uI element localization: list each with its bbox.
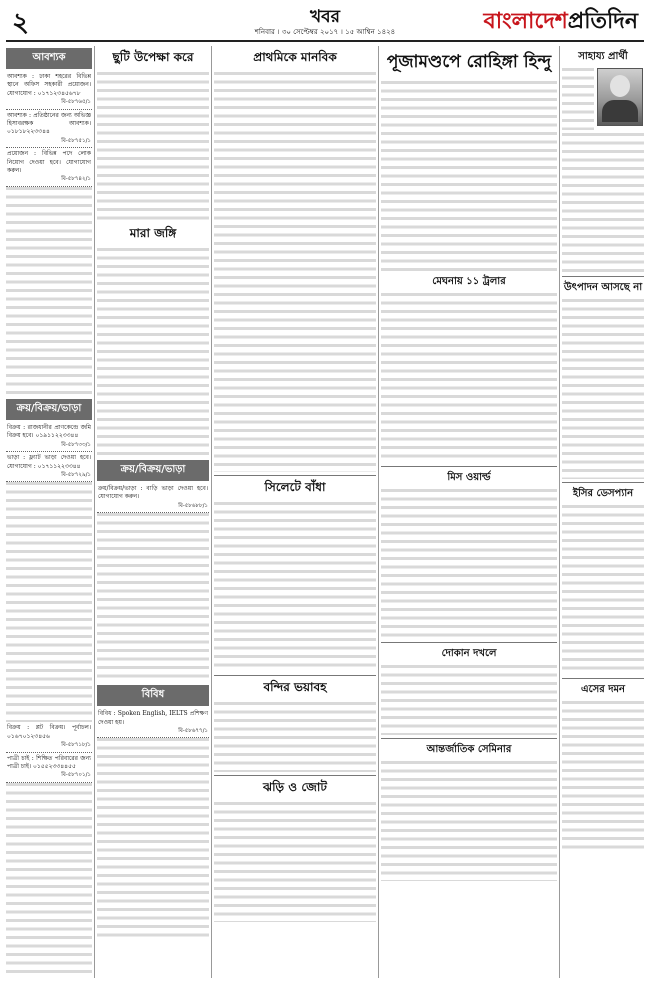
story-headline: উৎপাদন আসছে না (563, 282, 643, 293)
logo-part-1: বাংলাদেশ (483, 8, 568, 34)
story-headline: মেঘনায় ১১ ট্রলার (432, 276, 506, 287)
classified-section-header: ক্রয়/বিক্রয়/ভাড়া (6, 399, 92, 420)
story-headline: প্রাথমিকে মানবিক (253, 50, 337, 64)
story-divider (381, 738, 557, 739)
ad-text: বিক্রয় : প্লট বিক্রয়। পূর্বাচল। ০১৬৭০১২৩৪৫৬ (7, 724, 91, 740)
story-divider (381, 466, 557, 467)
ad-text-block (6, 482, 92, 722)
story-body (214, 702, 376, 772)
ad-text: আবশ্যক : ঢাকা শহরের বিভিন্ন স্থানে অফিস সহকারী প্রয়োজন। যোগাযোগ : ০১৭১২৩৪৫৬৭৮ (7, 73, 91, 97)
lead-column (381, 46, 557, 978)
classified-ad (6, 722, 92, 752)
newspaper-logo (484, 4, 639, 41)
ad-ref: বি-৫৮৭০১/১ (61, 772, 91, 779)
ad-ref: বি-৫৮৭১৮/১ (61, 742, 91, 749)
logo-part-2: প্রতিদিন (567, 8, 638, 34)
ad-text: ভাড়া : ফ্ল্যাট ভাড়া দেওয়া হবে। যোগাযোগ : ০১৭১১২২৩৩৪৪ (7, 454, 91, 470)
story-headline: এসের দমন (581, 684, 625, 695)
column-divider (211, 46, 212, 978)
classified-ad (6, 753, 92, 783)
story-body (381, 293, 557, 463)
story-headline: মিস ওয়ার্ল্ড (447, 472, 491, 483)
story-headline: মারা জঙ্গি (129, 226, 177, 240)
classified-section-header: বিবিধ (97, 685, 209, 706)
story-divider (381, 642, 557, 643)
section-name: খবর (310, 7, 340, 27)
page-number: ২ (12, 8, 29, 38)
story-divider (562, 482, 644, 483)
ad-ref: বি-৫৮৬৮৮/১ (178, 502, 208, 509)
story-divider (562, 678, 644, 679)
classified-ad (6, 422, 92, 452)
story-body (381, 489, 557, 639)
column-divider (94, 46, 95, 978)
story-headline: দোকান দখলে (441, 648, 497, 659)
ad-text: পাত্রী চাই : শিক্ষিত পরিবারের জন্য পাত্রী চাই। ০১৫৫২৩৩৪৪৫৫ (7, 754, 91, 770)
story-body (97, 72, 209, 222)
story-body (562, 505, 644, 675)
story-divider (214, 775, 376, 776)
column-divider (559, 46, 560, 978)
classifieds-column (6, 46, 92, 978)
ad-text: আবশ্যক : প্রতিষ্ঠানের জন্য অভিজ্ঞ হিসাবরক্ষক আবশ্যক। ০১৮১৮২২৩৩৪৪ (7, 111, 91, 136)
story-divider (214, 675, 376, 676)
story-column-2 (97, 46, 209, 978)
classified-section-header: ক্রয়/বিক্রয়/ভাড়া (97, 460, 209, 481)
ad-ref: বি-৫৮৭৬৫/১ (61, 99, 91, 106)
ad-ref: বি-৫৮৭২৯/১ (61, 471, 91, 478)
story-divider (214, 475, 376, 476)
ad-text-block (6, 187, 92, 397)
ad-text: বিক্রয় : রাজধানীর প্রাণকেন্দ্রে জমি বিক্রয় হবে। ০১৯১১২২৩৩৪৪ (7, 423, 91, 440)
column-divider (378, 46, 379, 978)
appeal-box (562, 68, 644, 130)
story-headline: সিলেটে বাঁধা (264, 480, 326, 494)
story-headline: বন্দির ভয়াবহ (263, 680, 327, 694)
classified-ad (6, 148, 92, 187)
ad-text-block (97, 738, 209, 938)
face-shape (610, 75, 630, 97)
story-body (381, 665, 557, 735)
person-photo (597, 68, 643, 126)
story-body (562, 299, 644, 479)
story-headline: আন্তর্জাতিক সেমিনার (426, 744, 512, 755)
issue-date: শনিবার । ৩০ সেপ্টেম্বর ২০১৭ । ১৫ আশ্বিন ১৪২৪ (254, 28, 396, 36)
ad-text: প্রয়োজন : বিভিন্ন পদে লোক নিয়োগ দেওয়া হবে। যোগাযোগ করুন। (7, 150, 91, 175)
classified-ad (97, 483, 209, 513)
story-body (381, 81, 557, 271)
ad-ref: বি-৫৮৭৪২/১ (61, 176, 91, 183)
ad-text-block (6, 783, 92, 978)
story-body (381, 761, 557, 881)
ad-ref: বি-৫৮৭৫১/১ (61, 137, 91, 144)
ad-text: বিবিধ : Spoken English, IELTS প্রশিক্ষণ দেওয়া হয়। (98, 710, 208, 726)
classified-ad (6, 71, 92, 110)
ad-ref: বি-৫৮৭৩৩/১ (61, 441, 91, 448)
classified-ad (6, 452, 92, 482)
story-body (562, 701, 644, 851)
story-column-3 (214, 46, 376, 978)
story-headline: ইসির ডেসপ্যান (572, 488, 634, 499)
story-body (562, 133, 644, 273)
story-body (214, 802, 376, 922)
story-body (214, 502, 376, 672)
story-headline: সাহায্য প্রার্থী (578, 51, 628, 62)
ad-text-block (97, 513, 209, 683)
story-divider (562, 276, 644, 277)
story-body (214, 72, 376, 472)
masthead (0, 0, 650, 44)
ad-ref: বি-৫৮৬৭৭/১ (178, 728, 208, 735)
story-body (562, 68, 594, 130)
body-shape (602, 100, 638, 122)
classified-ad (97, 708, 209, 738)
classified-section-header: আবশ্যক (6, 48, 92, 69)
ad-text: ক্রয়/বিক্রয়/ভাড়া : বাড়ি ভাড়া দেওয়া হবে। যোগাযোগ করুন। (98, 485, 208, 501)
classified-ad (6, 110, 92, 149)
story-headline: ঝড়ি ও জোট (263, 780, 327, 794)
lead-headline: পূজামণ্ডপে রোহিঙ্গা হিন্দু (386, 52, 552, 72)
header-rule (6, 40, 644, 42)
right-column (562, 46, 644, 978)
story-headline: ছুটি উপেক্ষা করে (112, 50, 194, 64)
story-body (97, 248, 209, 458)
